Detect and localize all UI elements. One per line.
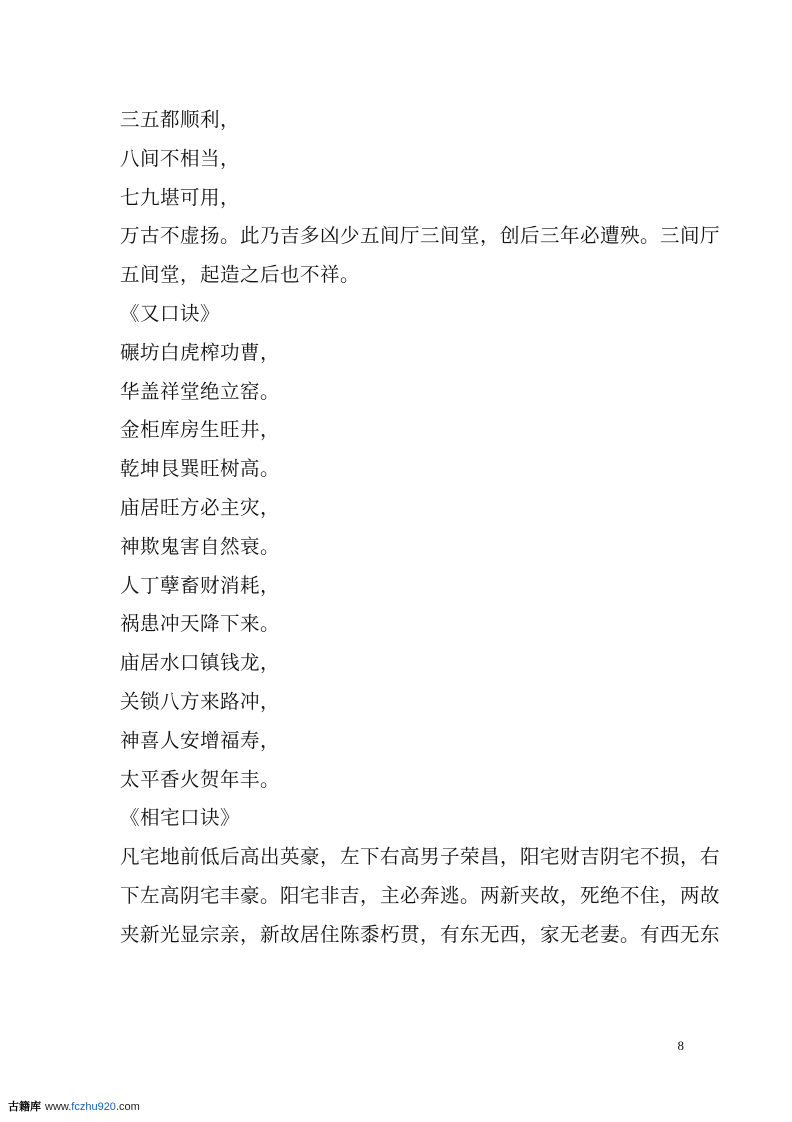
text-line: 下左高阴宅丰豪。阳宅非吉，主必奔逃。两新夹故，死绝不住，两故 xyxy=(120,883,721,907)
url-domain: fczhu920 xyxy=(71,1101,116,1113)
site-brand: 古籍库 xyxy=(8,1101,41,1113)
text-line: 碾坊白虎榨功曹， xyxy=(120,340,281,364)
page-number: 8 xyxy=(677,1038,684,1053)
text-line: 夹新光显宗亲，新故居住陈黍朽贯，有东无西，家无老妻。有西无东 xyxy=(120,922,721,946)
text-line: 庙居水口镇钱龙， xyxy=(120,651,281,675)
text-line: 八间不相当， xyxy=(120,146,241,170)
text-line: 三五都顺利， xyxy=(120,108,241,131)
body-text xyxy=(120,101,721,955)
url-prefix: www. xyxy=(45,1101,72,1113)
text-line: 金柜库房生旺井， xyxy=(120,418,281,442)
text-line: 七九堪可用， xyxy=(120,185,241,209)
text-line: 神欺鬼害自然衰。 xyxy=(120,534,281,558)
text-line: 庙居旺方必主灾， xyxy=(120,495,281,519)
site-watermark[interactable] xyxy=(8,1098,140,1114)
text-line: 万古不虚扬。此乃吉多凶少五间厅三间堂，创后三年必遭殃。三间厅 xyxy=(120,224,721,248)
section-heading: 《又口诀》 xyxy=(120,301,221,325)
text-line: 乾坤艮巽旺树高。 xyxy=(120,457,281,481)
text-line: 关锁八方来路冲， xyxy=(120,689,281,713)
text-line: 凡宅地前低后高出英豪，左下右高男子荣昌，阳宅财吉阴宅不损，右 xyxy=(120,845,721,869)
text-line: 神喜人安增福寿， xyxy=(120,728,281,752)
text-line: 太平香火贺年丰。 xyxy=(120,767,281,791)
text-line: 人丁孽畜财消耗， xyxy=(120,573,281,597)
section-heading: 《相宅口诀》 xyxy=(120,806,241,830)
url-suffix: .com xyxy=(115,1101,140,1113)
text-line: 五间堂，起造之后也不祥。 xyxy=(120,263,361,287)
site-url[interactable] xyxy=(45,1101,140,1113)
text-line: 华盖祥堂绝立窑。 xyxy=(120,379,281,403)
text-line: 祸患冲天降下来。 xyxy=(120,612,281,636)
